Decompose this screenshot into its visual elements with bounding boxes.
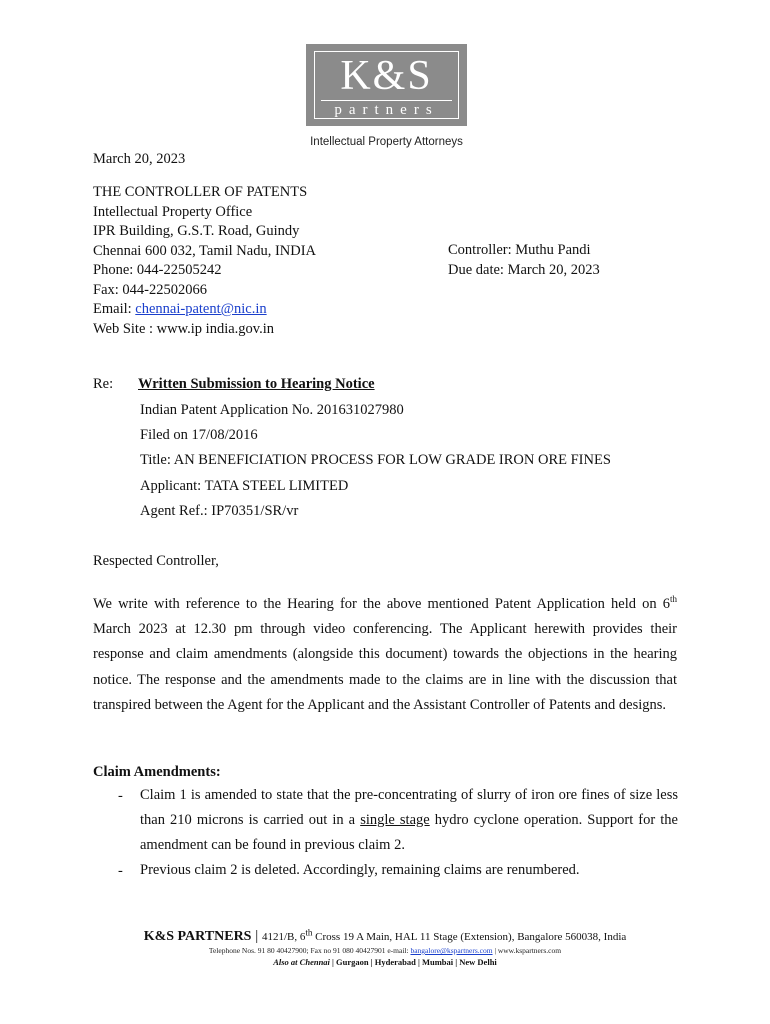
filing-date: Filed on 17/08/2016 xyxy=(140,427,258,443)
addressee-line: Intellectual Property Office xyxy=(93,203,253,220)
addressee-line: Chennai 600 032, Tamil Nadu, INDIA xyxy=(93,242,317,259)
logo-mark: K&S xyxy=(340,53,433,99)
addressee-line: Fax: 044-22502066 xyxy=(93,281,207,298)
agent-ref: Agent Ref.: IP70351/SR/vr xyxy=(140,503,299,519)
paragraph-text: March 2023 at 12.30 pm through video conferencing. The Applicant herewith provides their response and claim amendments (alongside this document) towards the objections in the hearing notice. The response and the amendments made to the claims are in line with the discussion that transpired between the Agent for the Applicant and the Assistant Controller of Patents and designs. xyxy=(93,621,677,713)
footer-website: | www.kspartners.com xyxy=(492,946,562,955)
ordinal-suffix: th xyxy=(669,594,677,605)
logo-tagline: Intellectual Property Attorneys xyxy=(310,136,463,148)
footer-firm: K&S PARTNERS xyxy=(143,929,252,944)
footer-address xyxy=(0,928,770,945)
bullet-text: Claim 1 is amended to state that the pre-concentrating of slurry of iron ore fines of size less than 210 microns is carried out in a xyxy=(140,787,678,828)
footer-also-label: Also at Chennai xyxy=(273,957,330,967)
footer-address-text: Cross 19 A Main, HAL 11 Stage (Extension), Bangalore 560038, India xyxy=(312,931,627,943)
bullet-text: hydro cyclone operation. Support for the amendment can be found in previous claim 2. xyxy=(140,812,678,853)
bullet-dash: - xyxy=(118,788,123,804)
subject-heading: Written Submission to Hearing Notice xyxy=(138,376,375,392)
footer-separator: | xyxy=(251,928,262,944)
footer-offices xyxy=(0,956,770,968)
firm-logo xyxy=(306,44,467,126)
footer-address-text: 4121/B, 6 xyxy=(261,931,306,943)
email-line xyxy=(93,300,316,320)
bullet-item xyxy=(140,783,678,858)
applicant: Applicant: TATA STEEL LIMITED xyxy=(140,478,349,494)
body-paragraph xyxy=(93,592,677,718)
email-link[interactable]: chennai-patent@nic.in xyxy=(135,301,267,317)
addressee-line: IPR Building, G.S.T. Road, Guindy xyxy=(93,223,300,239)
bullet-item: Previous claim 2 is deleted. Accordingly, remaining claims are renumbered. xyxy=(140,862,580,878)
footer-email-link[interactable]: bangalore@kspartners.com xyxy=(410,946,493,955)
due-date: Due date: March 20, 2023 xyxy=(448,262,600,278)
addressee-line: Phone: 044-22505242 xyxy=(93,262,222,278)
application-title: Title: AN BENEFICIATION PROCESS FOR LOW GRADE IRON ORE FINES xyxy=(140,452,611,468)
email-label: Email: xyxy=(93,301,136,317)
re-label: Re: xyxy=(93,376,114,392)
paragraph-text: We write with reference to the Hearing for the above mentioned Patent Application held on 6 xyxy=(93,596,670,612)
claims-heading: Claim Amendments: xyxy=(93,764,221,780)
letterhead-footer xyxy=(0,928,770,968)
footer-office-list: | Gurgaon | Hyderabad | Mumbai | New Delhi xyxy=(329,957,497,967)
ordinal-suffix: th xyxy=(305,927,313,938)
bullet-dash: - xyxy=(118,863,123,879)
controller-name: Controller: Muthu Pandi xyxy=(448,242,591,258)
footer-contact xyxy=(0,945,770,956)
letter-date: March 20, 2023 xyxy=(93,151,186,167)
salutation: Respected Controller, xyxy=(93,553,219,569)
footer-contact-text: Telephone Nos. 91 80 40427900; Fax no 91 080 40427901 e-mail: xyxy=(208,946,411,955)
logo-word: partners xyxy=(334,102,439,118)
addressee-block xyxy=(93,183,316,339)
website-line: Web Site : www.ip india.gov.in xyxy=(93,320,275,337)
addressee-line: THE CONTROLLER OF PATENTS xyxy=(93,184,308,200)
application-number: Indian Patent Application No. 201631027980 xyxy=(140,402,404,418)
underlined-text: single stage xyxy=(360,812,430,828)
